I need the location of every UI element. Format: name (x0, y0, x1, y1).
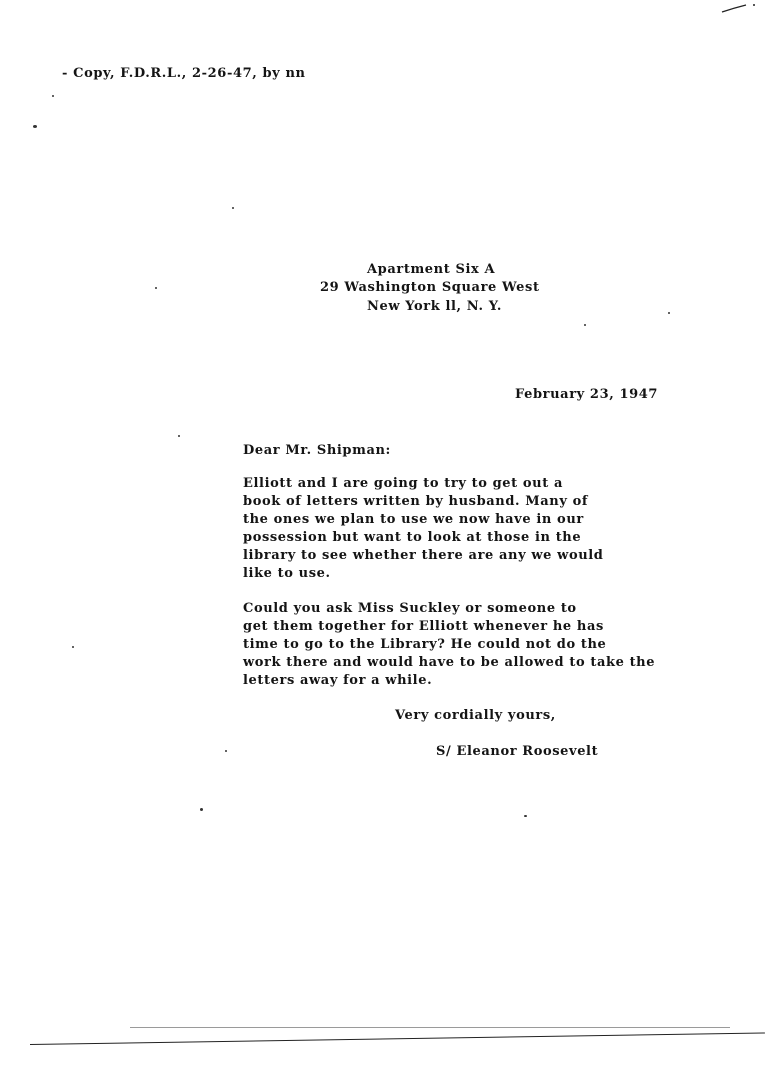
scan-speck (524, 815, 527, 817)
scan-speck (200, 808, 203, 811)
paragraph-2-line: letters away for a while. (243, 673, 433, 688)
scan-speck (225, 750, 227, 752)
paragraph-2-line: time to go to the Library? He could not do the (243, 637, 607, 652)
paragraph-1-line: possession but want to look at those in the (243, 530, 582, 545)
address-line-1: Apartment Six A (367, 262, 496, 277)
salutation: Dear Mr. Shipman: (243, 443, 391, 458)
paragraph-1-line: Elliott and I are going to try to get out a (243, 476, 563, 491)
paragraph-1-line: the ones we plan to use we now have in our (243, 512, 584, 527)
paragraph-1-line: library to see whether there are any we would (243, 548, 604, 563)
bottom-scan-line (30, 1032, 765, 1045)
scan-speck (52, 95, 54, 97)
scan-speck (155, 287, 157, 289)
scan-speck (178, 435, 180, 437)
copy-note-dash: - (62, 66, 74, 81)
paragraph-2-line: Could you ask Miss Suckley or someone to (243, 601, 577, 616)
scan-speck (584, 324, 586, 326)
paragraph-2-line: get them together for Elliott whenever he has (243, 619, 604, 634)
letter-date: February 23, 1947 (515, 387, 659, 402)
signature: S/ Eleanor Roosevelt (436, 744, 599, 759)
copy-note-text: Copy, F.D.R.L., 2-26-47, by nn (73, 66, 306, 81)
closing: Very cordially yours, (395, 708, 556, 723)
address-line-2: 29 Washington Square West (320, 280, 540, 295)
paragraph-1-line: book of letters written by husband. Many of (243, 494, 589, 509)
scan-speck (72, 646, 74, 648)
paragraph-2-line: work there and would have to be allowed to take the (243, 655, 656, 670)
scan-speck (668, 312, 670, 314)
corner-pen-mark (720, 0, 760, 20)
paragraph-1-line: like to use. (243, 566, 331, 581)
address-line-3: New York ll, N. Y. (367, 299, 503, 314)
copy-note (62, 66, 306, 81)
scan-speck (232, 207, 234, 209)
scan-speck (33, 125, 37, 128)
bottom-scan-line-faint (130, 1027, 730, 1028)
